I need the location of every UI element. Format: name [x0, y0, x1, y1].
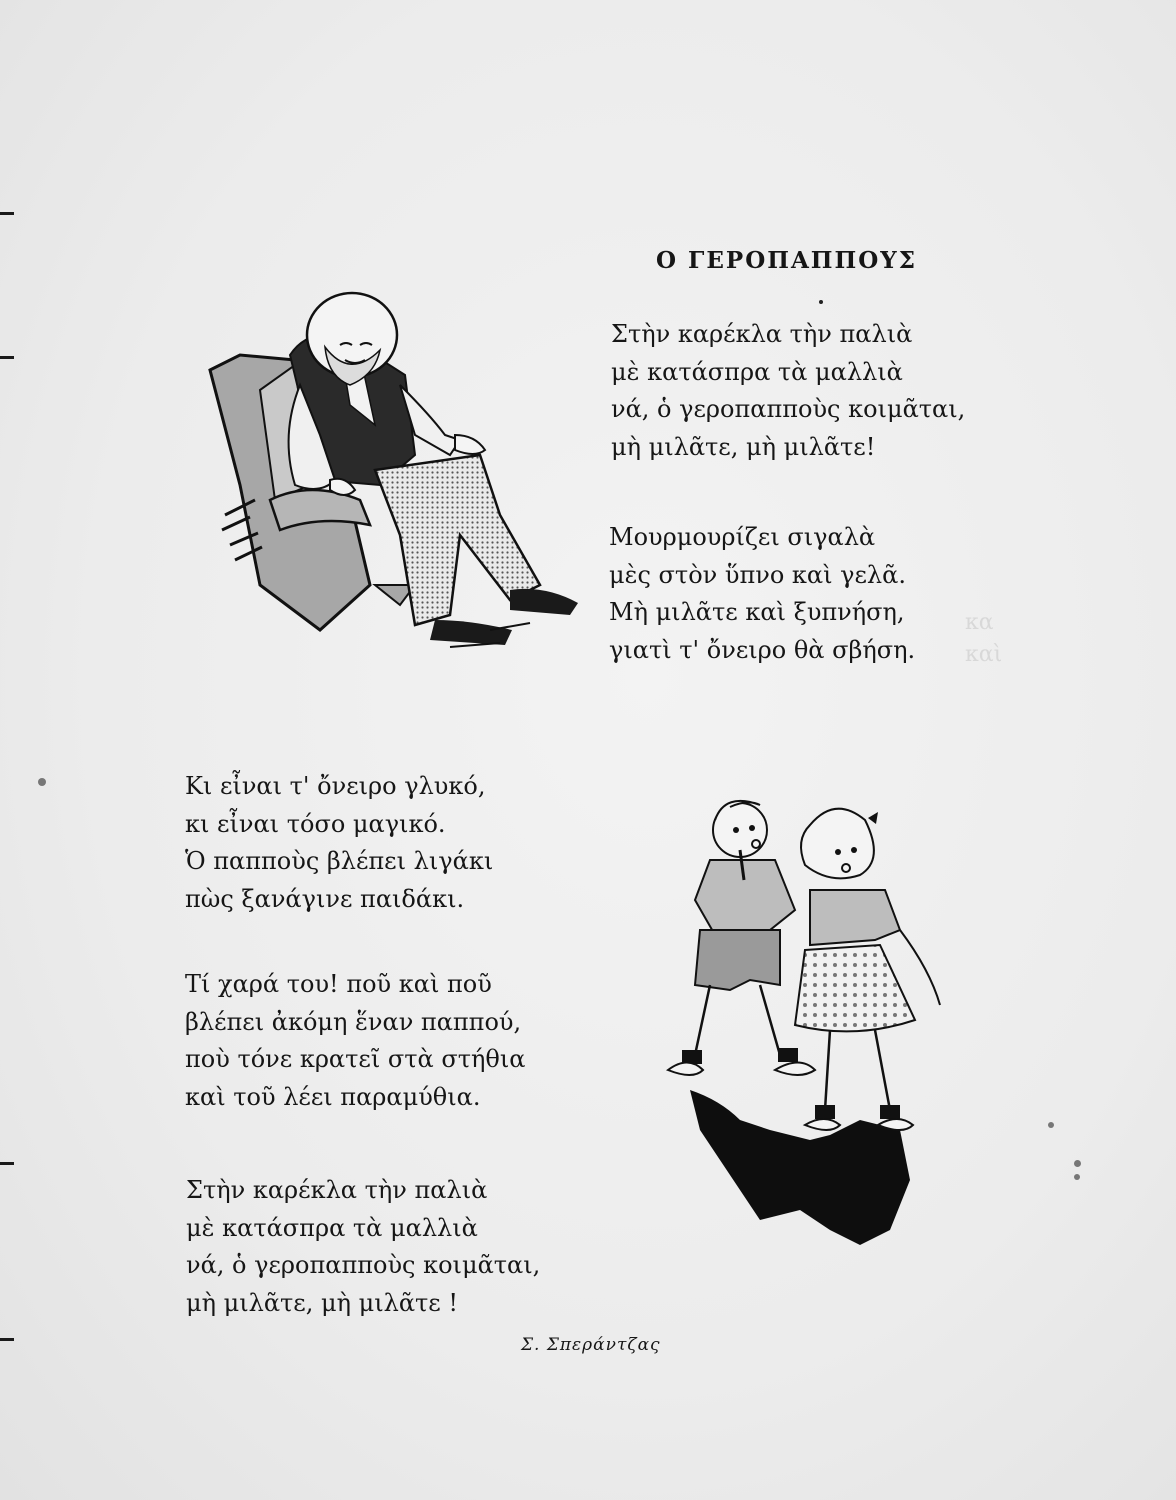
stanza-5 — [186, 1172, 540, 1322]
paper-speck — [38, 778, 46, 786]
verse-line: νά, ὁ γεροπαπποὺς κοιμᾶται, — [611, 395, 966, 423]
children-illustration — [660, 790, 950, 1270]
verse-line: ποὺ τόνε κρατεῖ στὰ στήθια — [185, 1045, 526, 1073]
verse-line: βλέπει ἀκόμη ἕναν παππού, — [185, 1007, 522, 1036]
poem-author: Σ. Σπεράντζας — [521, 1335, 661, 1355]
verse-line: Μὴ μιλᾶτε καὶ ξυπνήση, — [609, 598, 905, 626]
paper-speck — [1074, 1174, 1080, 1180]
stanza-1 — [611, 316, 965, 466]
binding-stitch — [0, 356, 14, 359]
verse-line: Μουρμουρίζει σιγαλὰ — [609, 523, 876, 551]
poem-title: Ο ΓΕΡΟΠΑΠΠΟΥΣ — [656, 247, 917, 275]
verse-line: γιατὶ τ' ὄνειρο θὰ σβήση. — [609, 635, 916, 664]
verse-line: νά, ὁ γεροπαπποὺς κοιμᾶται, — [186, 1251, 541, 1279]
binding-stitch — [0, 212, 14, 215]
stanza-3 — [185, 768, 493, 918]
verse-line: Ὁ παπποὺς βλέπει λιγάκι — [185, 847, 494, 875]
verse-line: μὴ μιλᾶτε, μὴ μιλᾶτε ! — [186, 1288, 459, 1317]
verse-line: κι εἶναι τόσο μαγικό. — [185, 809, 446, 838]
stanza-4 — [185, 966, 526, 1116]
paper-speck — [1048, 1122, 1054, 1128]
verse-line: Στὴν καρέκλα τὴν παλιὰ — [611, 320, 913, 348]
show-through-text: καὶ — [965, 642, 1003, 667]
stanza-2 — [609, 519, 915, 669]
binding-stitch — [0, 1162, 14, 1165]
title-ornament-dot — [819, 300, 823, 304]
verse-line: πὼς ξανάγινε παιδάκι. — [185, 884, 465, 913]
verse-line: μὲς στὸν ὕπνο καὶ γελᾶ. — [609, 560, 906, 589]
verse-line: Στὴν καρέκλα τὴν παλιὰ — [186, 1176, 488, 1204]
verse-line: καὶ τοῦ λέει παραμύθια. — [185, 1082, 481, 1111]
show-through-text: κα — [965, 610, 994, 635]
verse-line: Κι εἶναι τ' ὄνειρο γλυκό, — [185, 772, 486, 800]
verse-line: μὴ μιλᾶτε, μὴ μιλᾶτε! — [611, 432, 876, 461]
binding-stitch — [0, 1338, 14, 1341]
grandfather-illustration — [200, 285, 585, 650]
verse-line: μὲ κατάσπρα τὰ μαλλιὰ — [186, 1213, 478, 1242]
paper-speck — [1074, 1160, 1081, 1167]
verse-line: μὲ κατάσπρα τὰ μαλλιὰ — [611, 357, 903, 386]
verse-line: Τί χαρά του! ποῦ καὶ ποῦ — [185, 970, 492, 998]
